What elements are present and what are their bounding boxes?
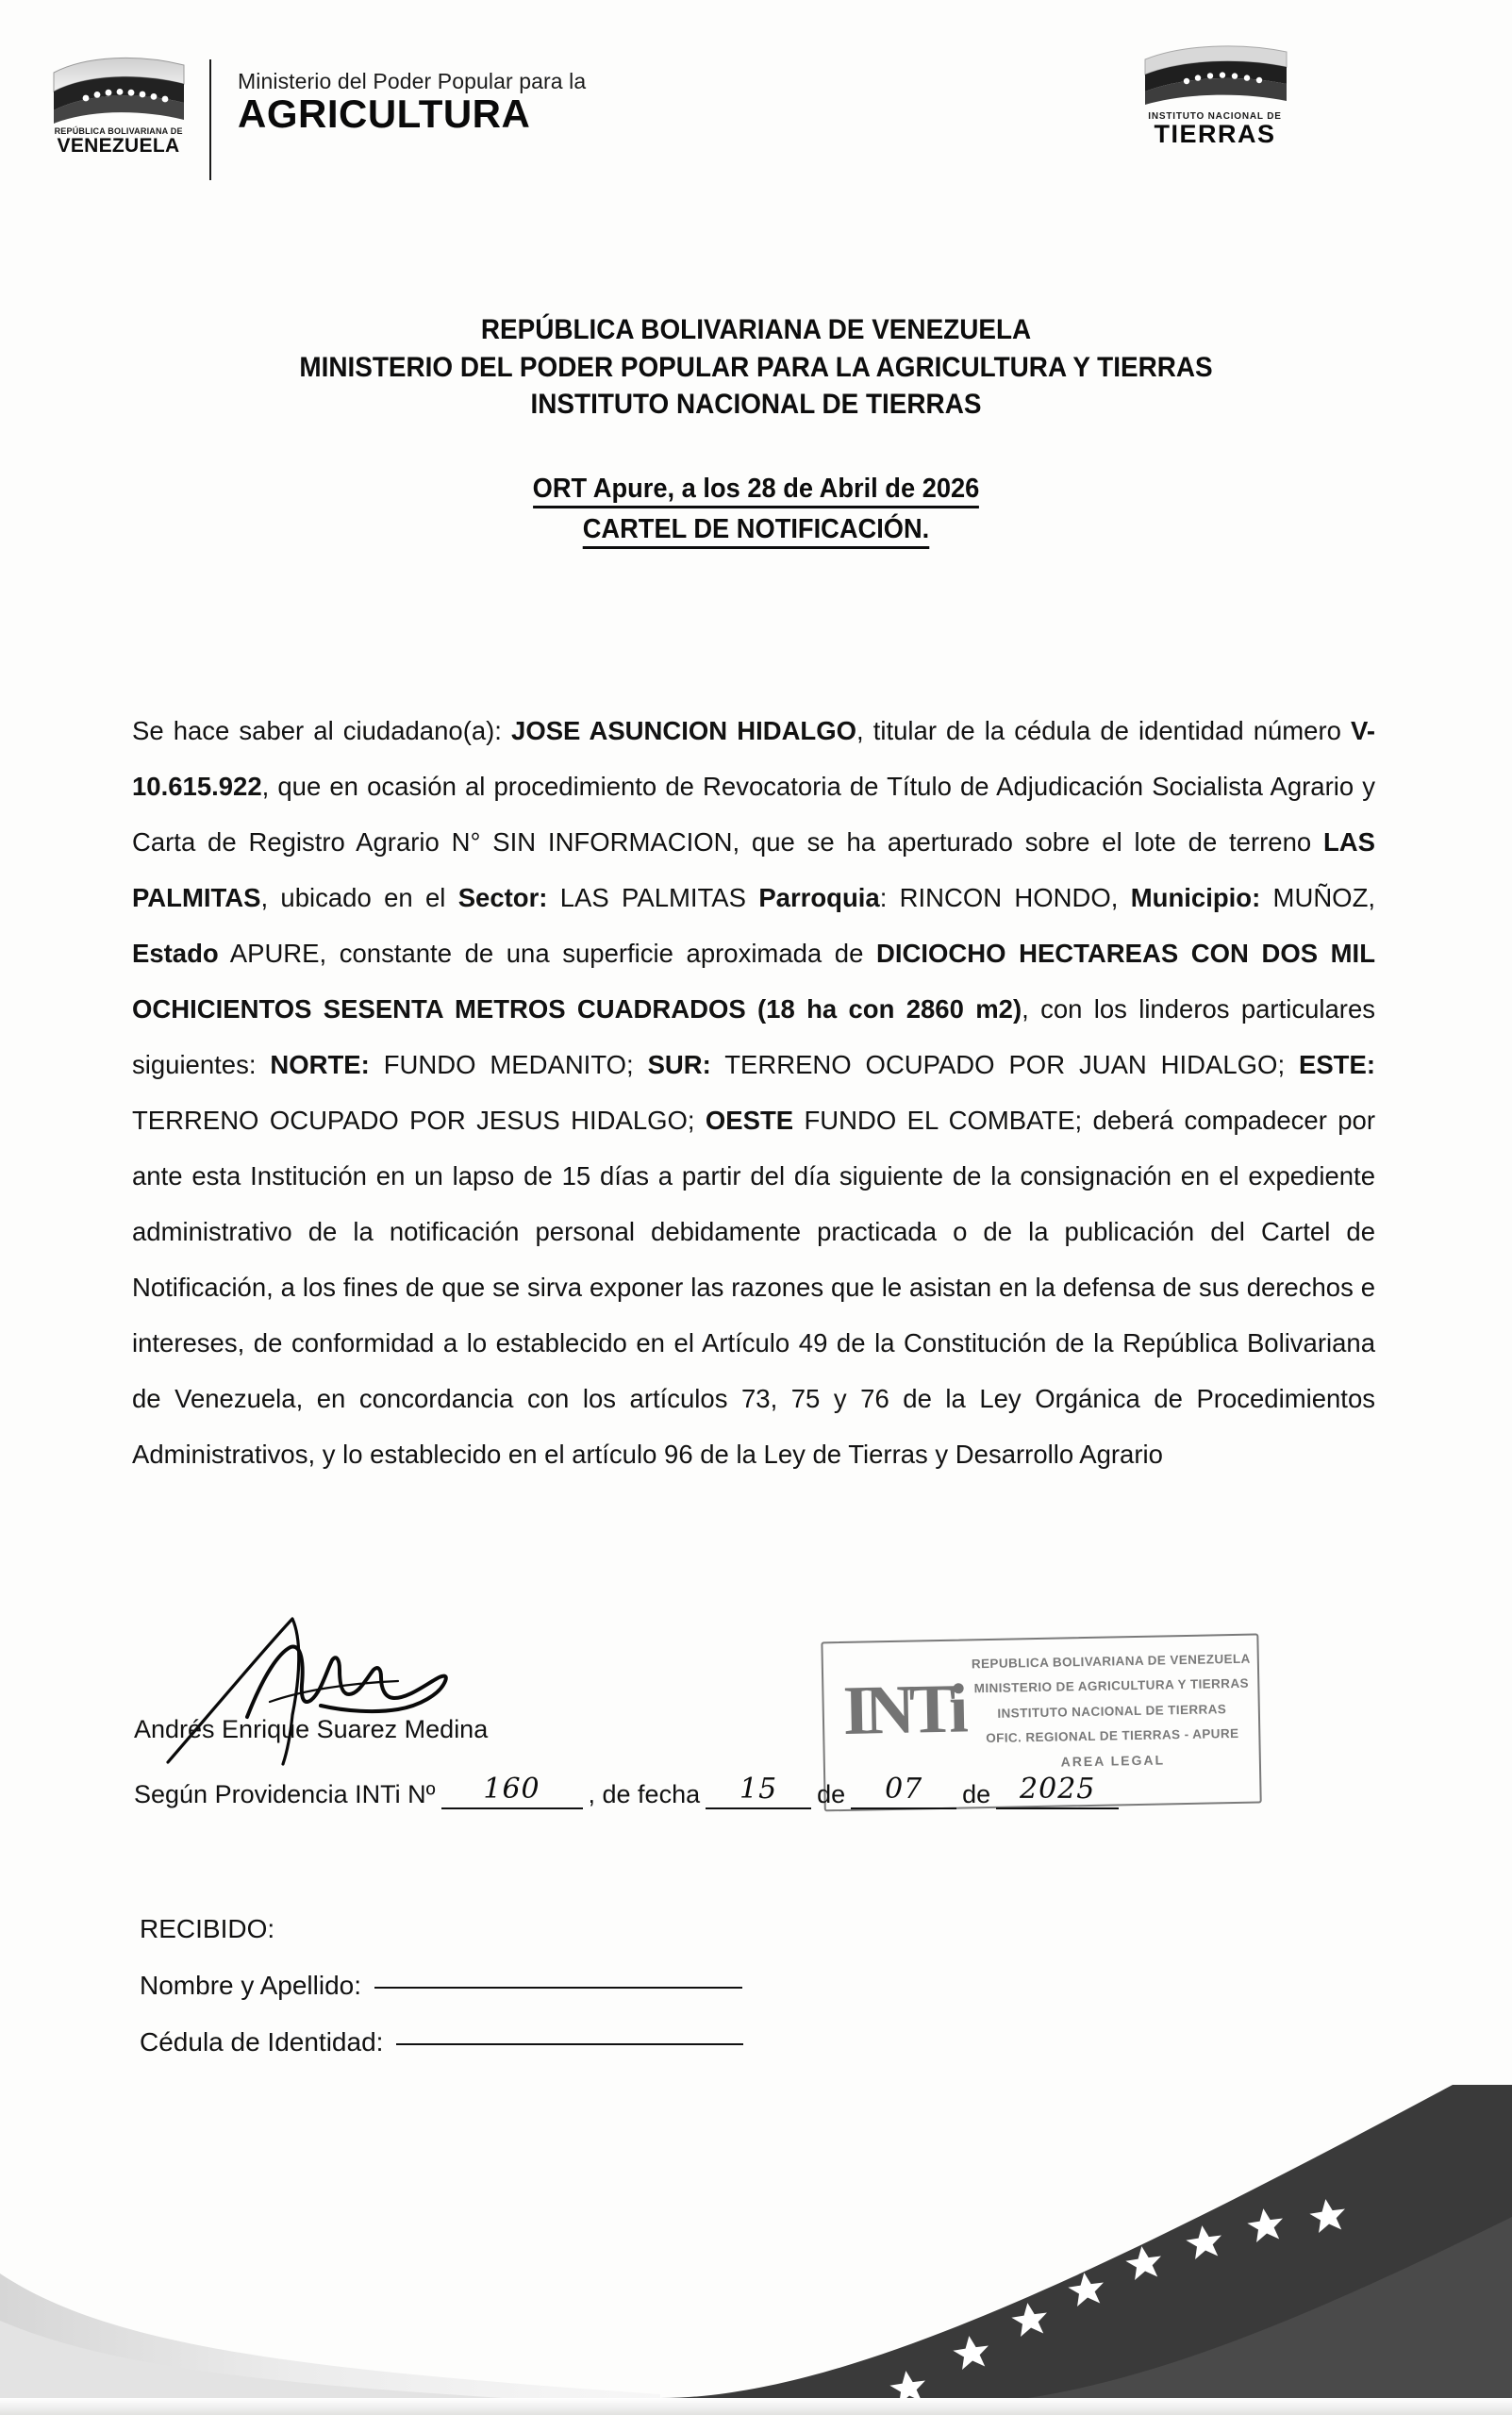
ministry-left-logo <box>36 52 201 156</box>
label-sur: SUR: <box>647 1050 711 1079</box>
title-line-ministry: MINISTERIO DEL PODER POPULAR PARA LA AGRICULTURA Y TIERRAS <box>299 351 1213 383</box>
place-and-date <box>45 469 1467 510</box>
stamp-line-2: MINISTERIO DE AGRICULTURA Y TIERRAS <box>973 1676 1250 1696</box>
de-label-2: de <box>962 1780 991 1808</box>
value-parroquia: : RINCON HONDO, <box>879 883 1131 912</box>
body-cedula-intro: , titular de la cédula de identidad número <box>856 716 1352 745</box>
body-located: , ubicado en el <box>260 883 458 912</box>
label-estado: Estado <box>132 939 219 968</box>
label-sector: Sector: <box>457 883 548 912</box>
right-logo-big-text: TIERRAS <box>1154 120 1276 148</box>
signature-icon <box>160 1611 557 1776</box>
stamp-line-5: AREA LEGAL <box>1060 1752 1166 1770</box>
stamp-line-3: INSTITUTO NACIONAL DE TIERRAS <box>997 1701 1227 1721</box>
body-linderos-intro: , con los linderos particulares siguientes: <box>132 994 1375 1079</box>
date-day-field[interactable] <box>706 1775 811 1809</box>
ministry-name: AGRICULTURA <box>238 92 531 137</box>
stamp-line-4: OFIC. REGIONAL DE TIERRAS - APURE <box>986 1725 1239 1745</box>
date-day-value: 15 <box>739 1773 778 1806</box>
de-label-1: de <box>817 1780 846 1808</box>
label-este: ESTE: <box>1299 1050 1375 1079</box>
ministry-subtitle: Ministerio del Poder Popular para la <box>238 69 587 93</box>
venezuela-flag-icon <box>1138 42 1293 108</box>
superficie-value: DICIOCHO HECTAREAS CON DOS MIL OCHICIENTOS SESENTA METROS CUADRADOS (18 ha con 2860 m2) <box>132 939 1375 1024</box>
document-header <box>0 42 1512 222</box>
recibido-name-label: Nombre y Apellido: <box>140 1971 362 2000</box>
providencia-line <box>134 1775 1124 1809</box>
date-year-field[interactable] <box>996 1775 1119 1809</box>
venezuela-flag-icon <box>48 52 190 125</box>
de-fecha-label: , de fecha <box>588 1780 701 1808</box>
ministry-title-block <box>238 69 586 136</box>
date-year-value: 2025 <box>1020 1773 1096 1806</box>
cedula-number: V-10.615.922 <box>132 716 1375 801</box>
value-estado: APURE, constante de una superficie aproximada de <box>218 939 876 968</box>
document-type <box>45 509 1467 551</box>
providencia-number-value: 160 <box>483 1773 540 1806</box>
page-bottom-edge <box>0 2398 1512 2415</box>
title-line-republic: REPÚBLICA BOLIVARIANA DE VENEZUELA <box>480 314 1032 345</box>
header-divider <box>209 59 211 180</box>
date-month-field[interactable] <box>851 1775 956 1809</box>
value-sector: LAS PALMITAS <box>547 883 759 912</box>
value-oeste: FUNDO EL COMBATE; deberá compadecer por ante esta Institución en un lapso de 15 días a partir del día siguiente de la consignación en el expediente administrativo de la notificación personal debidamente practicada o de la publicación del Cartel de Notificación, a los fines de que se sirva exponer las razones que le asistan en la defensa de sus derechos e intereses, de conformidad a lo establecido en el Artículo 49 de la Constitución de la República Bolivariana de Venezuela, en concordancia con los artículos 73, 75 y 76 de la Ley Orgánica de Procedimientos Administrativos, y lo establecido en el artículo 96 de la Ley de Tierras y Desarrollo Agrario <box>132 1106 1375 1469</box>
label-parroquia: Parroquia <box>758 883 880 912</box>
inti-right-logo <box>1097 42 1333 147</box>
label-municipio: Municipio: <box>1130 883 1261 912</box>
title-line-institute: INSTITUTO NACIONAL DE TIERRAS <box>530 389 982 421</box>
label-oeste: OESTE <box>705 1106 794 1135</box>
body-procedure: , que en ocasión al procedimiento de Revocatoria de Título de Adjudicación Socialista Agrario y Carta de Registro Agrario N° SIN INFORMACION, que se ha aperturado sobre el lote de terreno <box>132 772 1375 857</box>
recibido-name-field[interactable] <box>374 1987 742 1989</box>
lote-name: LAS PALMITAS <box>132 827 1375 912</box>
label-norte: NORTE: <box>270 1050 370 1079</box>
left-logo-big-text: VENEZUELA <box>57 135 180 157</box>
title-block <box>0 311 1512 551</box>
venezuela-flag-arc-stars-icon <box>0 2038 1512 2415</box>
notification-body <box>132 703 1375 1482</box>
date-month-value: 07 <box>885 1773 923 1806</box>
right-logo-small-text: INSTITUTO NACIONAL DE <box>1148 111 1282 122</box>
stamp-text-lines <box>969 1647 1255 1777</box>
footer-decoration <box>0 2038 1512 2415</box>
body-intro: Se hace saber al ciudadano(a): <box>132 716 512 745</box>
left-logo-small-text: REPÚBLICA BOLIVARIANA DE <box>54 126 183 137</box>
recibido-cedula-label: Cédula de Identidad: <box>140 2027 384 2057</box>
inti-emblem-icon: INTi <box>842 1670 964 1750</box>
recibido-name-row <box>140 1957 743 2014</box>
document-type-text: CARTEL DE NOTIFICACIÓN. <box>583 514 930 549</box>
signer-name: Andrés Enrique Suarez Medina <box>134 1715 489 1743</box>
value-sur: TERRENO OCUPADO POR JUAN HIDALGO; <box>710 1050 1299 1079</box>
value-municipio: MUÑOZ, <box>1260 883 1376 912</box>
place-date-text: ORT Apure, a los 28 de Abril de 2026 <box>533 474 980 508</box>
providencia-number-field[interactable] <box>441 1775 583 1809</box>
citizen-name: JOSE ASUNCION HIDALGO <box>511 716 857 745</box>
value-este: TERRENO OCUPADO POR JESUS HIDALGO; <box>132 1106 706 1135</box>
recibido-title: RECIBIDO: <box>140 1914 275 1943</box>
value-norte: FUNDO MEDANITO; <box>369 1050 648 1079</box>
stamp-line-1: REPUBLICA BOLIVARIANA DE VENEZUELA <box>971 1651 1251 1672</box>
providencia-label: Según Providencia INTi Nº <box>134 1780 436 1808</box>
